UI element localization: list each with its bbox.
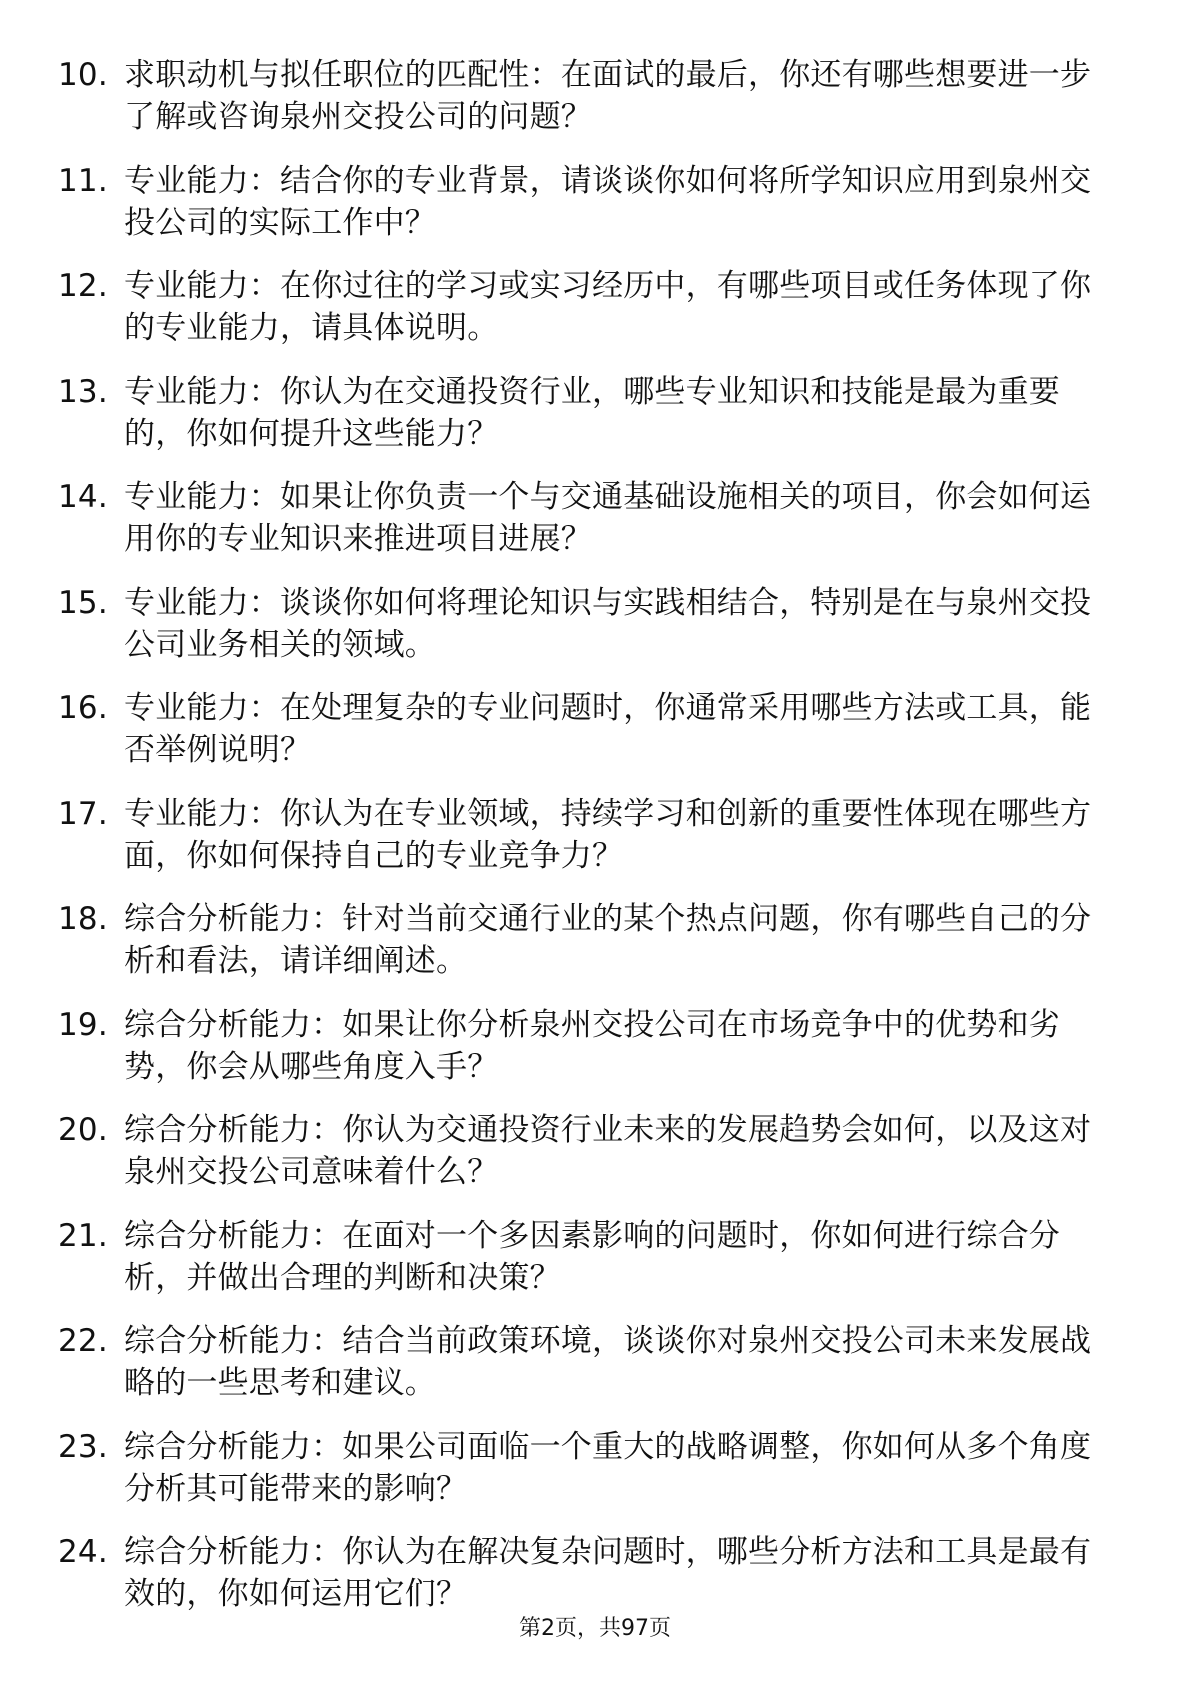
question-item-19: [58, 1004, 1118, 1088]
question-number: 12.: [58, 268, 108, 304]
question-list: [58, 54, 1118, 1637]
question-number: 20.: [58, 1112, 108, 1148]
question-item-20: [58, 1109, 1118, 1193]
question-text: 专业能力：如果让你负责一个与交通基础设施相关的项目，你会如何运用你的专业知识来推进项目进展？: [124, 479, 1092, 557]
question-number: 21.: [58, 1217, 108, 1254]
question-text: 专业能力：结合你的专业背景，请谈谈你如何将所学知识应用到泉州交投公司的实际工作中？: [124, 162, 1092, 241]
page-number-label: 第2页，共97页: [519, 1616, 671, 1641]
question-item-24: [58, 1531, 1118, 1615]
question-item-12: [58, 265, 1118, 349]
question-number: 10.: [58, 57, 108, 93]
question-text: 综合分析能力：你认为在解决复杂问题时，哪些分析方法和工具是最有效的，你如何运用它们？: [124, 1534, 1092, 1612]
question-item-10: [58, 54, 1118, 138]
question-item-11: [58, 160, 1118, 244]
question-number: 19.: [58, 1006, 108, 1043]
question-number: 22.: [58, 1323, 108, 1359]
question-text: 专业能力：你认为在专业领域，持续学习和创新的重要性体现在哪些方面，你如何保持自己的专业竞争力？: [124, 795, 1092, 874]
question-number: 17.: [58, 795, 108, 832]
question-text: 综合分析能力：如果让你分析泉州交投公司在市场竞争中的优势和劣势，你会从哪些角度入手？: [124, 1006, 1060, 1085]
question-item-14: [58, 476, 1118, 560]
question-item-21: [58, 1215, 1118, 1299]
question-item-17: [58, 793, 1118, 877]
question-text: 综合分析能力：如果公司面临一个重大的战略调整，你如何从多个角度分析其可能带来的影响？: [124, 1428, 1092, 1507]
question-text: 综合分析能力：你认为交通投资行业未来的发展趋势会如何，以及这对泉州交投公司意味着什么？: [124, 1112, 1092, 1190]
question-item-18: [58, 898, 1118, 982]
question-number: 24.: [58, 1534, 108, 1570]
question-number: 16.: [58, 690, 108, 726]
question-number: 23.: [58, 1428, 108, 1465]
question-number: 15.: [58, 584, 108, 621]
question-text: 专业能力：谈谈你如何将理论知识与实践相结合，特别是在与泉州交投公司业务相关的领域。: [124, 584, 1092, 663]
question-number: 11.: [58, 162, 108, 199]
question-item-22: [58, 1320, 1118, 1404]
question-number: 14.: [58, 479, 108, 515]
question-text: 综合分析能力：在面对一个多因素影响的问题时，你如何进行综合分析，并做出合理的判断和决策？: [124, 1217, 1060, 1296]
question-text: 专业能力：在处理复杂的专业问题时，你通常采用哪些方法或工具，能否举例说明？: [124, 690, 1092, 768]
question-number: 18.: [58, 901, 108, 937]
question-text: 求职动机与拟任职位的匹配性：在面试的最后，你还有哪些想要进一步了解或咨询泉州交投公司的问题？: [124, 57, 1092, 135]
question-text: 专业能力：在你过往的学习或实习经历中，有哪些项目或任务体现了你的专业能力，请具体说明。: [124, 268, 1092, 346]
page-footer: [0, 1614, 1190, 1644]
question-text: 综合分析能力：针对当前交通行业的某个热点问题，你有哪些自己的分析和看法，请详细阐述。: [124, 901, 1092, 979]
question-item-13: [58, 371, 1118, 455]
question-number: 13.: [58, 373, 108, 410]
question-text: 专业能力：你认为在交通投资行业，哪些专业知识和技能是最为重要的，你如何提升这些能力？: [124, 373, 1060, 452]
question-item-23: [58, 1426, 1118, 1510]
question-text: 综合分析能力：结合当前政策环境，谈谈你对泉州交投公司未来发展战略的一些思考和建议。: [124, 1323, 1092, 1401]
question-item-16: [58, 687, 1118, 771]
question-item-15: [58, 582, 1118, 666]
